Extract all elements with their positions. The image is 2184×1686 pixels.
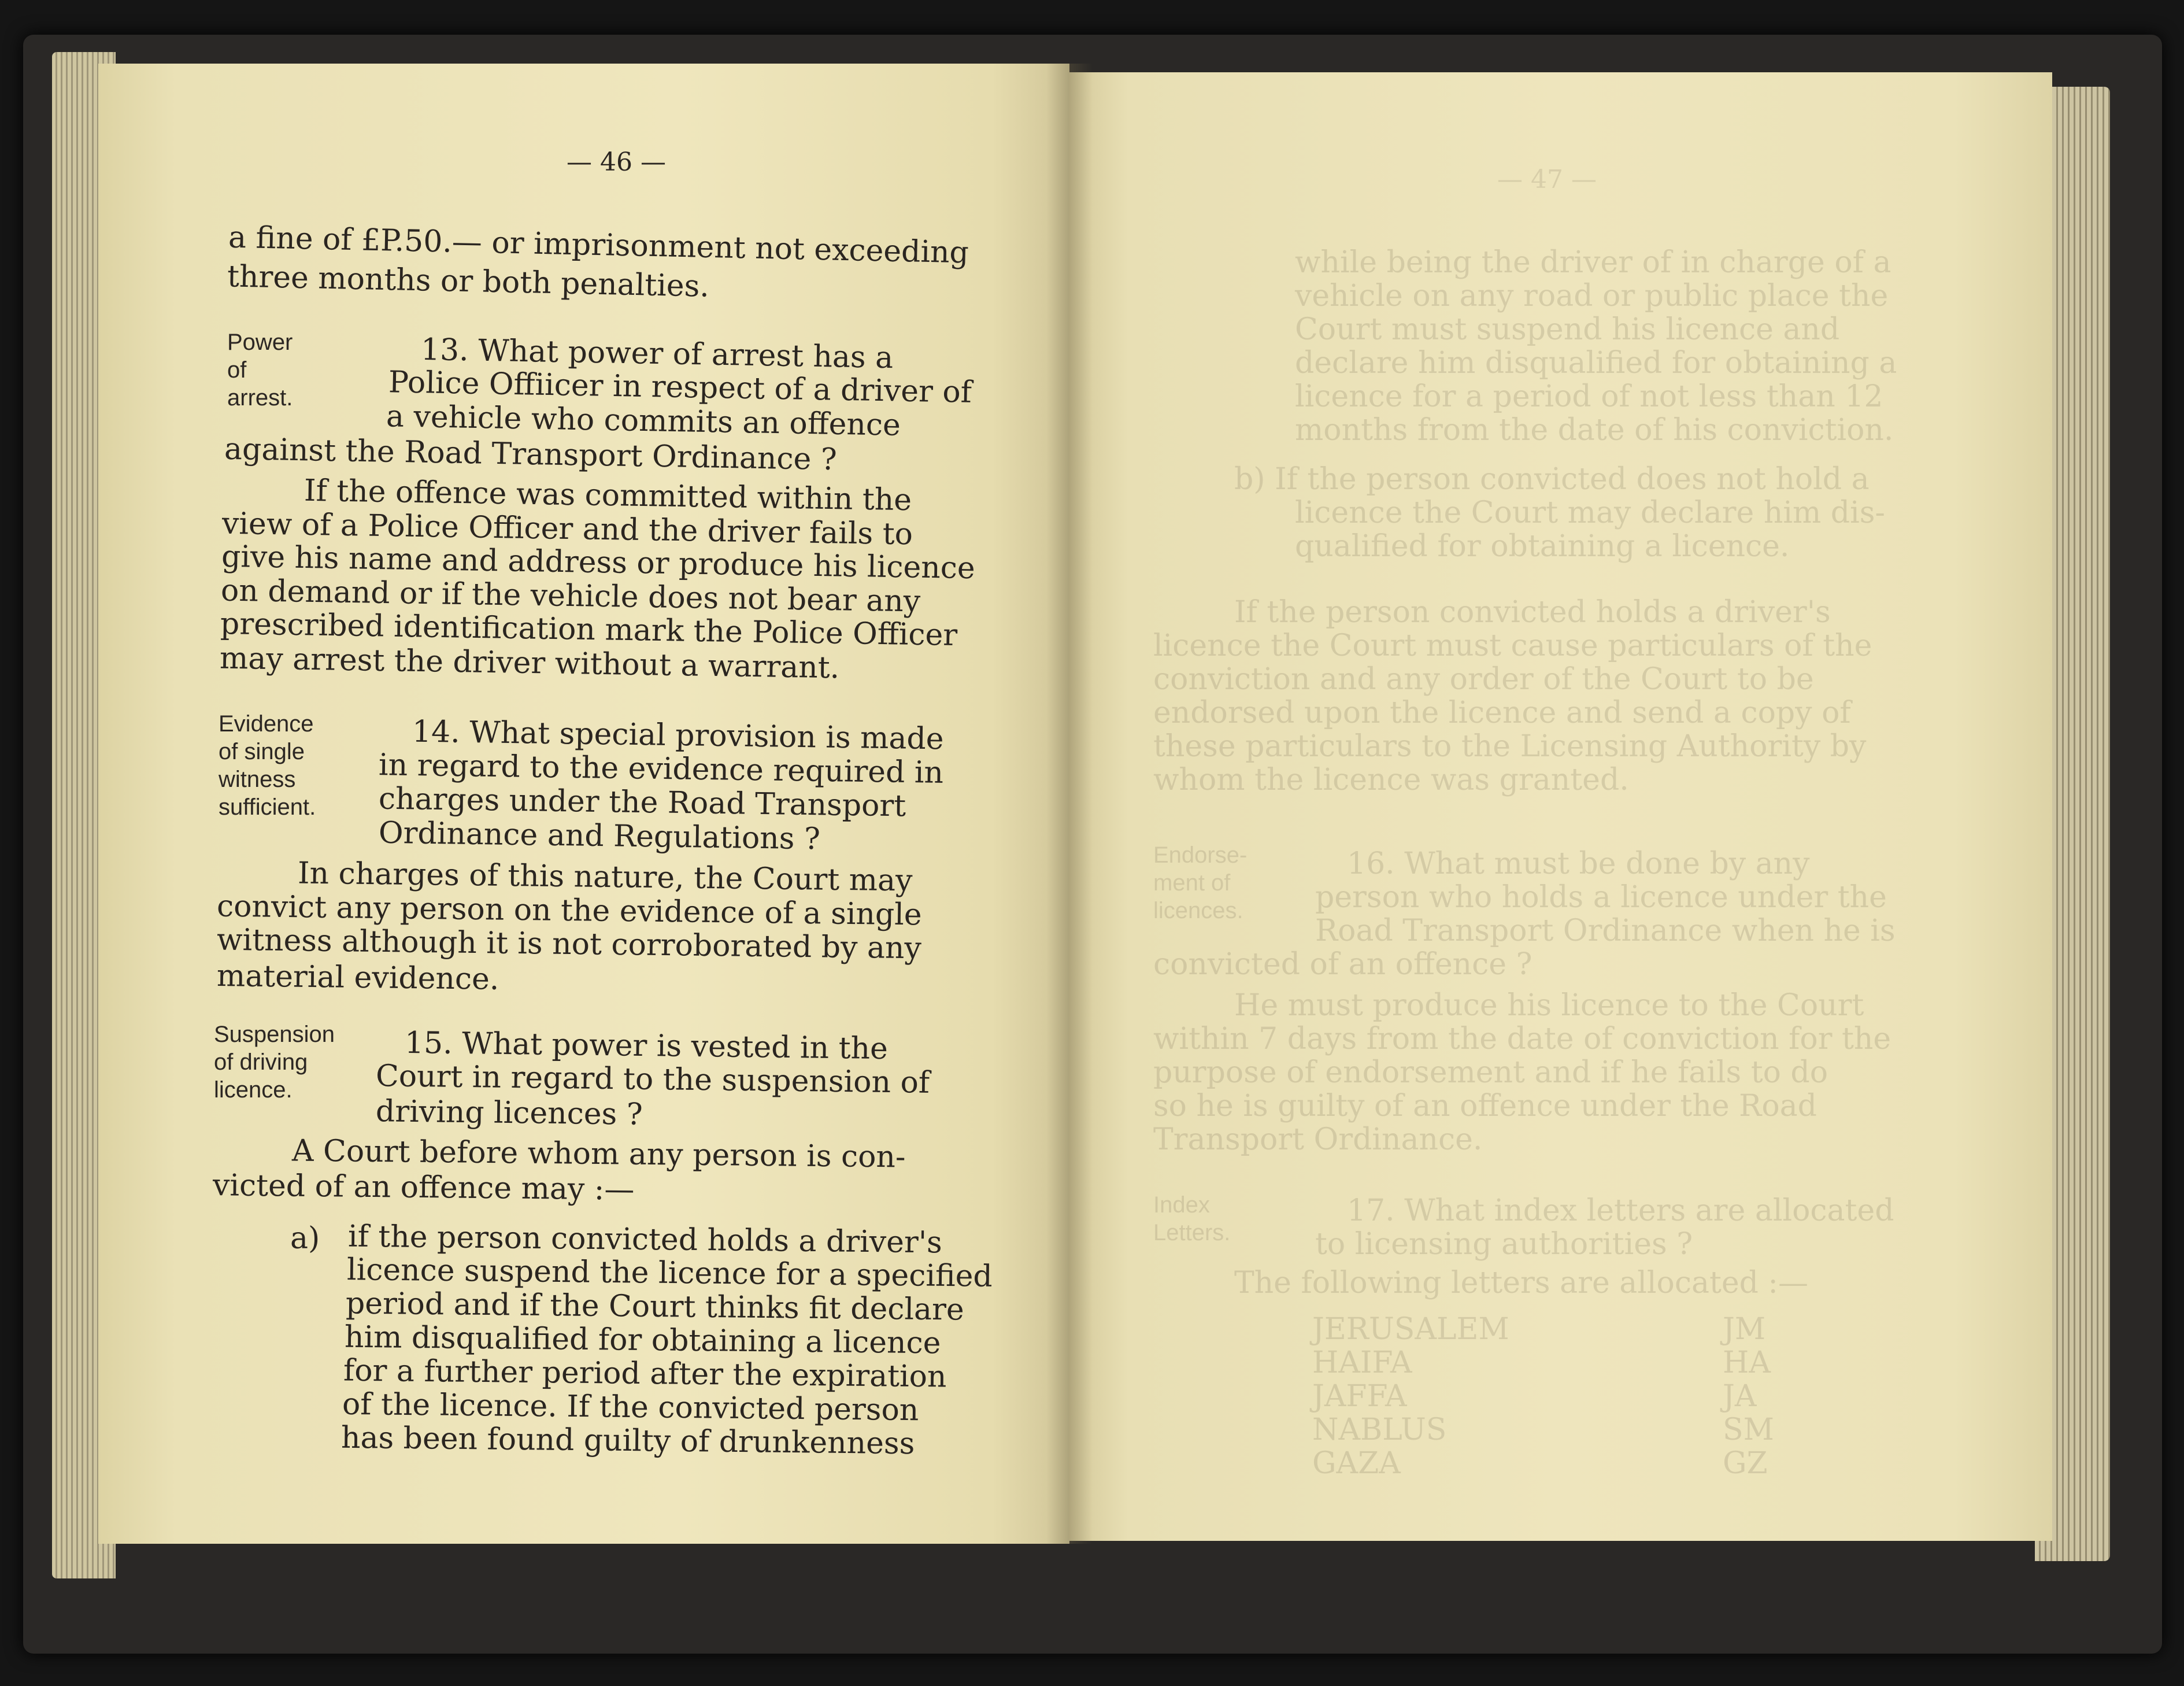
- answer-13-line: view of a Police Officer and the driver fails to: [221, 506, 913, 552]
- answer-13-line: may arrest the driver without a warrant.: [219, 641, 840, 686]
- faint-line: convicted of an offence ?: [1153, 947, 1532, 982]
- sub-item-line: if the person convicted holds a driver's: [347, 1219, 943, 1260]
- faint-line: within 7 days from the date of conviction for the: [1153, 1022, 1891, 1056]
- faint-line: b) If the person convicted does not hold a: [1234, 462, 1870, 497]
- faint-line: Court must suspend his licence and: [1295, 312, 1840, 347]
- faint-line: these particulars to the Licensing Authority by: [1153, 729, 1867, 764]
- question-13-line: 13. What power of arrest has a: [420, 332, 894, 376]
- sub-item-line: for a further period after the expiration: [343, 1353, 947, 1395]
- faint-line: 17. What index letters are allocated: [1347, 1193, 1894, 1228]
- question-14-line: 14. What special provision is made: [412, 714, 944, 757]
- faint-table-code: SM: [1723, 1413, 1774, 1447]
- margin-note-suspension: Suspension of driving licence.: [214, 1022, 335, 1103]
- faint-line: The following letters are allocated :—: [1234, 1266, 1808, 1300]
- question-13-line: against the Road Transport Ordinance ?: [224, 431, 838, 478]
- faint-margin-note: Endorse- ment of licences.: [1153, 842, 1248, 923]
- faint-line: so he is guilty of an offence under the Road: [1153, 1089, 1817, 1123]
- faint-table-code: HA: [1723, 1345, 1771, 1380]
- question-15-line: Court in regard to the suspension of: [375, 1059, 930, 1100]
- question-13-line: Police Offiicer in respect of a driver of: [388, 365, 972, 410]
- faint-line: conviction and any order of the Court to be: [1153, 662, 1814, 697]
- faint-line: while being the driver of in charge of a: [1295, 245, 1891, 280]
- answer-14-line: material evidence.: [216, 959, 499, 997]
- faint-table-place: JERUSALEM: [1312, 1312, 1509, 1347]
- sub-item-label: a): [290, 1221, 320, 1256]
- faint-table-code: GZ: [1723, 1446, 1768, 1481]
- faint-line: If the person convicted holds a driver's: [1234, 595, 1831, 630]
- answer-15-line: victed of an offence may :—: [212, 1168, 635, 1207]
- faint-line: purpose of endorsement and if he fails to do: [1153, 1055, 1828, 1090]
- faint-line: to licensing authorities ?: [1315, 1227, 1693, 1262]
- faint-line: whom the licence was granted.: [1153, 763, 1629, 797]
- margin-note-power-of-arrest: Power of arrest.: [227, 330, 293, 411]
- answer-13-line: If the offence was committed within the: [303, 473, 912, 518]
- faint-line: 16. What must be done by any: [1347, 846, 1810, 881]
- faint-margin-note: Index Letters.: [1153, 1192, 1231, 1245]
- sub-item-line: licence suspend the licence for a specified: [346, 1252, 993, 1294]
- faint-table-code: JA: [1723, 1379, 1757, 1414]
- answer-14-line: witness although it is not corroborated by any: [216, 922, 922, 966]
- question-13-line: a vehicle who commits an offence: [386, 399, 901, 443]
- faint-line: Road Transport Ordinance when he is: [1315, 914, 1896, 948]
- faint-table-place: NABLUS: [1312, 1413, 1447, 1447]
- sub-item-line: of the licence. If the convicted person: [342, 1386, 919, 1428]
- faint-line: licence the Court may declare him dis-: [1295, 496, 1885, 530]
- page-number: — 47 —: [1497, 165, 1597, 194]
- answer-13-line: on demand or if the vehicle does not bear any: [220, 573, 921, 619]
- sub-item-line: has been found guilty of drunkenness: [340, 1420, 915, 1462]
- faint-line: licence the Court must cause particulars of the: [1153, 628, 1872, 663]
- intro-line: a fine of £P.50.— or imprisonment not exceeding: [228, 220, 969, 271]
- answer-14-line: convict any person on the evidence of a single: [216, 889, 923, 933]
- faint-table-place: GAZA: [1312, 1446, 1401, 1481]
- question-14-line: in regard to the evidence required in: [378, 748, 944, 790]
- faint-line: He must produce his licence to the Court: [1234, 988, 1864, 1023]
- question-15-line: 15. What power is vested in the: [404, 1025, 889, 1067]
- sub-item-line: period and if the Court thinks fit declare: [345, 1286, 965, 1328]
- faint-line: endorsed upon the licence and send a copy of: [1153, 696, 1851, 730]
- faint-line: declare him disqualified for obtaining a: [1295, 346, 1897, 380]
- faint-table-code: JM: [1723, 1312, 1766, 1347]
- answer-15-line: A Court before whom any person is con-: [291, 1133, 906, 1175]
- faint-table-place: JAFFA: [1312, 1379, 1407, 1414]
- sub-item-line: him disqualified for obtaining a licence: [344, 1319, 941, 1361]
- page-number: — 46 —: [567, 147, 666, 177]
- faint-line: licence for a period of not less than 12: [1295, 379, 1883, 414]
- question-14-line: Ordinance and Regulations ?: [378, 815, 821, 857]
- answer-13-line: give his name and address or produce his licence: [221, 539, 976, 586]
- answer-14-line: In charges of this nature, the Court may: [297, 856, 913, 899]
- faint-line: qualified for obtaining a licence.: [1295, 529, 1790, 564]
- margin-note-evidence: Evidence of single witness sufficient.: [219, 711, 316, 820]
- answer-13-line: prescribed identification mark the Police Officer: [220, 606, 958, 653]
- question-15-line: driving licences ?: [375, 1094, 643, 1132]
- intro-line: three months or both penalties.: [227, 259, 710, 304]
- faint-line: Transport Ordinance.: [1153, 1122, 1483, 1157]
- faint-line: person who holds a licence under the: [1315, 880, 1887, 915]
- faint-line: vehicle on any road or public place the: [1295, 279, 1889, 313]
- question-14-line: charges under the Road Transport: [378, 781, 906, 824]
- faint-line: months from the date of his conviction.: [1295, 413, 1894, 448]
- faint-table-place: HAIFA: [1312, 1345, 1412, 1380]
